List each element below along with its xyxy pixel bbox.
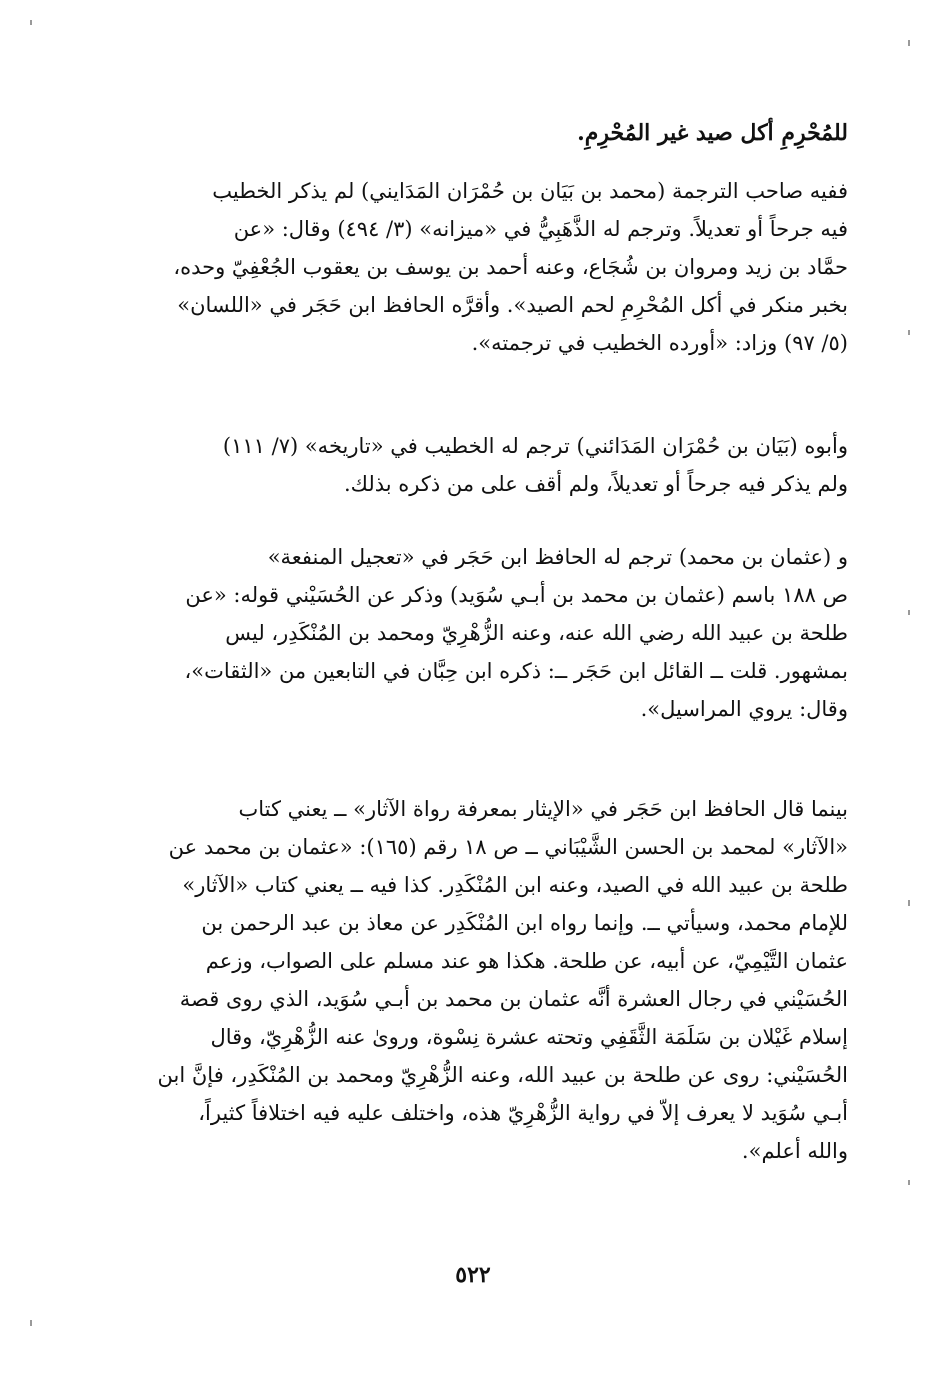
text-line: والله أعلم». [741,1139,848,1163]
scan-mark [908,610,910,615]
text-line: ففيه صاحب الترجمة (محمد بن بَيَان بن حُمْرَان المَدَايني) لم يذكر الخطيب [212,179,848,203]
paragraph-3 [96,538,848,728]
text-line: (٥/ ٩٧) وزاد: «أورده الخطيب في ترجمته». [471,331,848,355]
heading-line: للمُحْرِمِ أكل صيد غير المُحْرِمِ. [577,120,848,146]
text-line: الحُسَيْني: روى عن طلحة بن عبيد الله، وعنه الزُّهْرِيّ ومحمد بن المُنْكَدِر، فإنَّ ابن [157,1063,848,1087]
text-line: ولم يذكر فيه جرحاً أو تعديلاً، ولم أقف على من ذكره بذلك. [343,472,848,496]
text-line: عثمان التَّيْمِيّ، عن أبيه، عن طلحة. هكذا هو عند مسلم على الصواب، وزعم [205,949,848,973]
text-line: بمشهور. قلت ــ القائل ابن حَجَر ــ: ذكره ابن حِبَّان في التابعين من «الثقات»، [184,659,848,683]
scan-mark [908,40,910,46]
page-number: ٥٢٢ [455,1262,491,1288]
text-line: حمَّاد بن زيد ومروان بن شُجَاع، وعنه أحمد بن يوسف بن يعقوب الجُعْفِيّ وحده، [173,255,848,279]
text-line: بخبر منكر في أكل المُحْرِمِ لحم الصيد». وأقرَّه الحافظ ابن حَجَر في «اللسان» [177,293,848,317]
heading-block [96,114,848,152]
text-line: طلحة بن عبيد الله رضي الله عنه، وعنه الزُّهْرِيّ ومحمد بن المُنْكَدِر، ليس [225,621,848,645]
text-line: ص ١٨٨ باسم (عثمان بن محمد بن أبـي سُوَيد) وذكر عن الحُسَيْني قوله: «عن [185,583,848,607]
scan-mark [908,1180,910,1185]
text-line: وأبوه (بَيَان بن حُمْرَان المَدَائني) ترجم له الخطيب في «تاريخه» (٧/ ١١١) [222,434,848,458]
text-line: الحُسَيْني في رجال العشرة أنَّه عثمان بن محمد بن أبـي سُوَيد، الذي روى قصة [179,987,848,1011]
text-line: و (عثمان بن محمد) ترجم له الحافظ ابن حَجَر في «تعجيل المنفعة» [267,545,848,569]
scan-mark [30,20,32,25]
paragraph-1 [96,172,848,362]
text-line: فيه جرحاً أو تعديلاً. وترجم له الذَّهَبِيُّ في «ميزانه» (٣/ ٤٩٤) وقال: «عن [233,217,848,241]
text-line: وقال: يروي المراسيل». [640,697,848,721]
paragraph-4 [96,790,848,1170]
text-line: أبـي سُوَيد لا يعرف إلاّ في رواية الزُّهْرِيّ هذه، واختلف عليه فيه اختلافاً كثيراً، [198,1101,848,1125]
paragraph-2 [96,427,848,503]
text-line: بينما قال الحافظ ابن حَجَر في «الإيثار بمعرفة رواة الآثار» ــ يعني كتاب [238,797,848,821]
text-line: للإمام محمد، وسيأتي ــ. وإنما رواه ابن المُنْكَدِر عن معاذ بن عبد الرحمن بن [201,911,848,935]
scan-mark [908,900,910,906]
text-line: «الآثار» لمحمد بن الحسن الشَّيْبَاني ــ ص ١٨ رقم (١٦٥): «عثمان بن محمد عن [168,835,848,859]
scan-mark [908,330,910,335]
text-line: طلحة بن عبيد الله في الصيد، وعنه ابن المُنْكَدِر. كذا فيه ــ يعني كتاب «الآثار» [182,873,848,897]
scan-mark [30,1320,32,1326]
text-line: إسلام غَيْلان بن سَلَمَة الثَّقَفِي وتحته عشرة نِسْوة، وروىٰ عنه الزُّهْرِيّ، وقال [210,1025,848,1049]
